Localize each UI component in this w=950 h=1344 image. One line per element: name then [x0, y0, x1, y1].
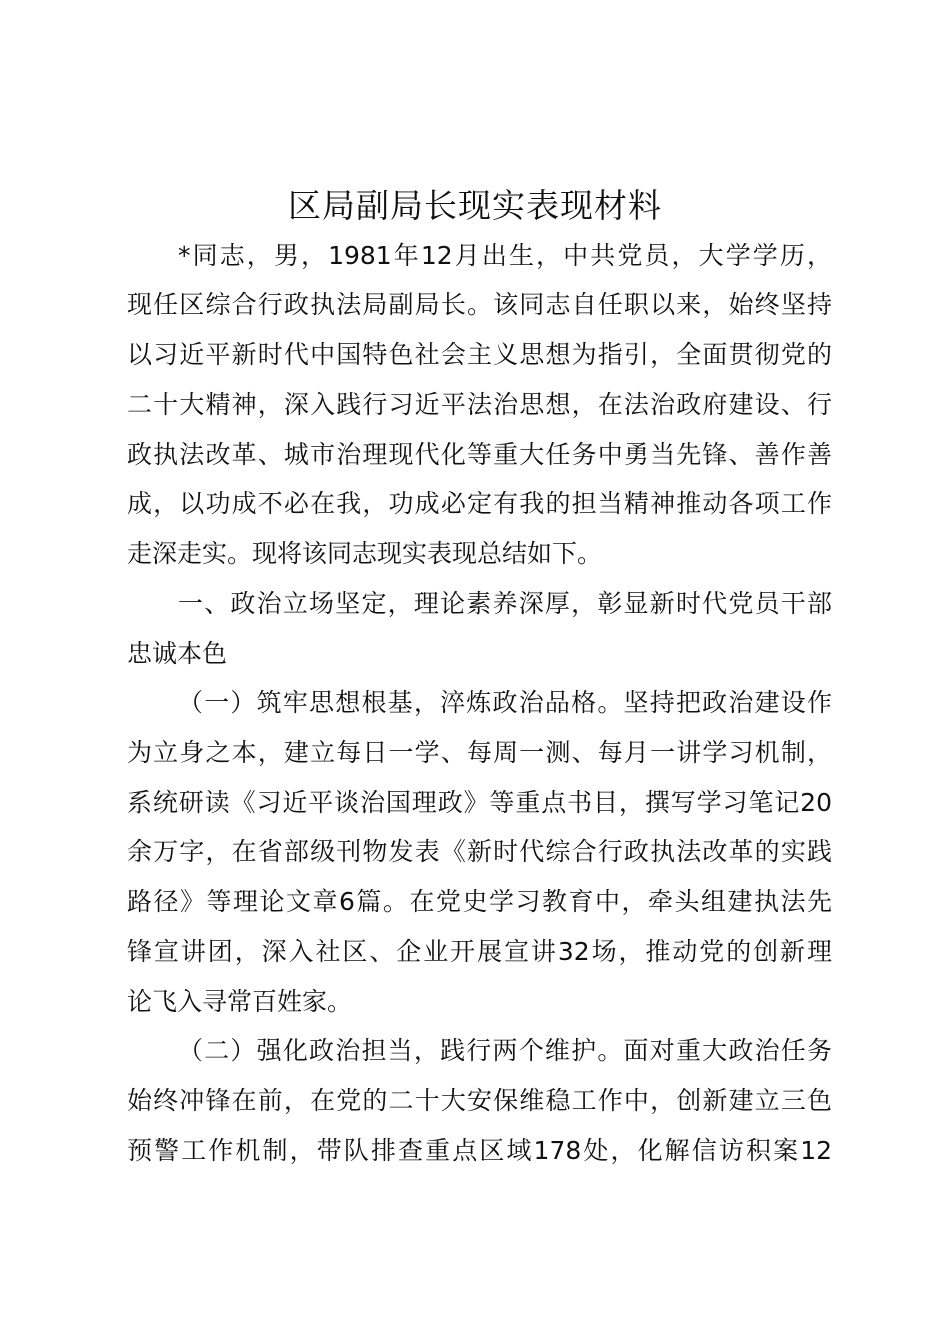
- paragraph-line: 系统研读《习近平谈治国理政》等重点书目，撰写学习笔记20: [127, 788, 832, 817]
- paragraph-line: 以习近平新时代中国特色社会主义思想为指引，全面贯彻党的: [127, 340, 832, 369]
- paragraph-line: 路径》等理论文章6篇。在党史学习教育中，牵头组建执法先: [127, 887, 832, 916]
- section-heading-line: 忠诚本色: [127, 639, 228, 668]
- paragraph-line: 走深走实。现将该同志现实表现总结如下。: [127, 539, 603, 568]
- paragraph-line: 成，以功成不必在我，功成必定有我的担当精神推动各项工作: [127, 489, 832, 518]
- paragraph-line: （二）强化政治担当，践行两个维护。面对重大政治任务: [178, 1036, 832, 1065]
- document-title: 区局副局长现实表现材料: [288, 186, 662, 225]
- section-heading-line: 一、政治立场坚定，理论素养深厚，彰显新时代党员干部: [178, 589, 832, 618]
- paragraph-line: 为立身之本，建立每日一学、每周一测、每月一讲学习机制，: [127, 738, 832, 767]
- paragraph-line: 余万字，在省部级刊物发表《新时代综合行政执法改革的实践: [127, 837, 832, 866]
- paragraph-line: 预警工作机制，带队排查重点区域178处，化解信访积案12: [127, 1136, 832, 1165]
- paragraph-line: 二十大精神，深入践行习近平法治思想，在法治政府建设、行: [127, 390, 832, 419]
- paragraph-line: 政执法改革、城市治理现代化等重大任务中勇当先锋、善作善: [127, 440, 832, 469]
- paragraph-line: 始终冲锋在前，在党的二十大安保维稳工作中，创新建立三色: [127, 1086, 832, 1115]
- paragraph-line: （一）筑牢思想根基，淬炼政治品格。坚持把政治建设作: [178, 688, 832, 717]
- paragraph-line: 论飞入寻常百姓家。: [127, 987, 353, 1016]
- paragraph-line: 锋宣讲团，深入社区、企业开展宣讲32场，推动党的创新理: [127, 937, 832, 966]
- paragraph-line: 现任区综合行政执法局副局长。该同志自任职以来，始终坚持: [127, 290, 832, 319]
- paragraph-line: *同志，男，1981年12月出生，中共党员，大学学历，: [178, 241, 832, 270]
